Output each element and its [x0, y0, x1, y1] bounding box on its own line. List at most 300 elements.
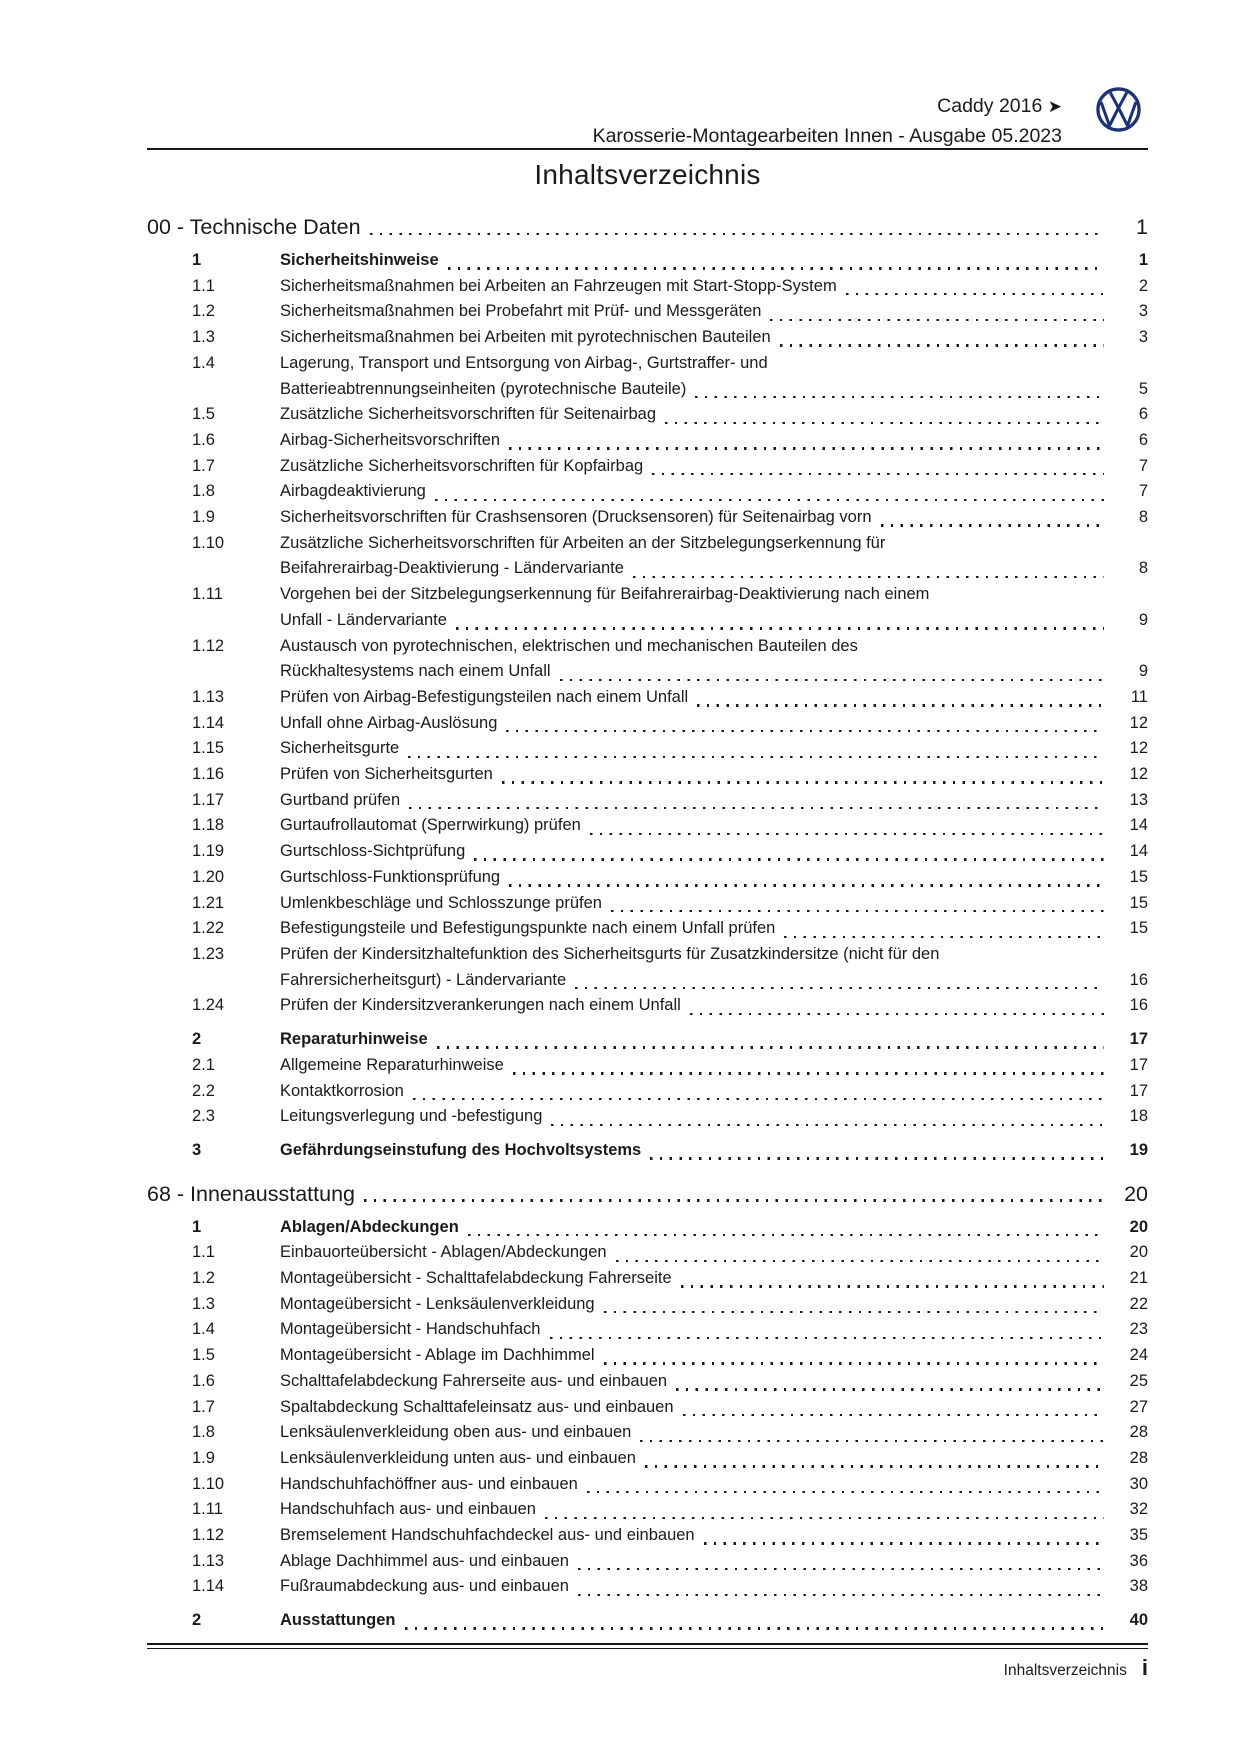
dot-leader: [616, 1260, 1104, 1262]
entry-body: [280, 1027, 1148, 1053]
toc-entry: [147, 505, 1148, 531]
entry-body: [280, 1053, 1148, 1079]
entry-label-line2: [280, 556, 1148, 582]
dot-leader: [611, 910, 1104, 912]
entry-number: 2.1: [192, 1055, 215, 1074]
entry-body: [280, 351, 1148, 402]
entry-label: Einbauorteübersicht - Ablagen/Abdeckungen: [280, 1243, 607, 1262]
entry-number: 1.12: [192, 636, 225, 655]
entry-page-number: 28: [1129, 1448, 1148, 1467]
entry-page-number: 30: [1129, 1474, 1148, 1493]
entry-number: 1.12: [192, 1526, 225, 1545]
dot-leader: [690, 1013, 1104, 1015]
entry-page-number: 32: [1129, 1500, 1148, 1519]
entry-page-number: 14: [1129, 842, 1148, 861]
entry-line: [280, 1266, 1148, 1292]
entry-number: 1.1: [192, 276, 215, 295]
entry-page-number: 3: [1138, 328, 1148, 347]
entry-page-number: 17: [1129, 1055, 1148, 1074]
entry-line: [280, 505, 1148, 531]
entry-body: [280, 1420, 1148, 1446]
entry-body: [280, 1608, 1148, 1634]
toc-entry: [147, 1369, 1148, 1395]
entry-number: 1.5: [192, 1346, 215, 1365]
entry-label: Prüfen von Airbag-Befestigungsteilen nach einem Unfall: [280, 687, 689, 706]
entry-line: [280, 1549, 1148, 1575]
entry-line: [280, 891, 1148, 917]
dot-leader: [650, 1157, 1104, 1159]
toc-entry: [147, 1104, 1148, 1130]
dot-leader: [408, 756, 1104, 758]
entry-page-number: 28: [1129, 1423, 1148, 1442]
toc-entry: [147, 531, 1148, 582]
entry-number: 1.7: [192, 1397, 215, 1416]
dot-leader: [456, 627, 1104, 629]
entry-label: Sicherheitsmaßnahmen bei Probefahrt mit Prüf- und Messgeräten: [280, 302, 762, 321]
chapter-title-row: [147, 1181, 1148, 1207]
dot-leader: [435, 499, 1104, 501]
entry-number: 2.3: [192, 1107, 215, 1126]
entry-page-number: 7: [1138, 456, 1148, 475]
header-subtitle: Karosserie-Montagearbeiten Innen - Ausgabe 05.2023: [592, 125, 1062, 147]
entry-number: 1: [192, 1217, 202, 1236]
entry-body: [280, 454, 1148, 480]
entry-label: Schalttafelabdeckung Fahrerseite aus- und einbauen: [280, 1371, 668, 1390]
page-footer: [147, 1655, 1148, 1681]
toc-entry: [147, 1266, 1148, 1292]
dot-leader: [652, 473, 1104, 475]
chapter-page-number: 1: [1136, 215, 1148, 239]
entry-number: 1.13: [192, 1551, 225, 1570]
chapter-title: 00 - Technische Daten: [147, 215, 361, 239]
toc-entry: [147, 1138, 1148, 1164]
entry-line: [280, 1104, 1148, 1130]
entry-page-number: 12: [1129, 713, 1148, 732]
chapter-page-number: 20: [1124, 1181, 1148, 1206]
entry-number: 1.4: [192, 1320, 215, 1339]
entry-number: 1.4: [192, 353, 215, 372]
entry-body: [280, 325, 1148, 351]
entry-page-number: 18: [1129, 1107, 1148, 1126]
entry-page-number: 16: [1129, 970, 1148, 989]
entry-page-number: 16: [1129, 996, 1148, 1015]
dot-leader: [784, 936, 1104, 938]
toc-entry: [147, 711, 1148, 737]
entry-number: 1.17: [192, 790, 225, 809]
entry-body: [280, 1343, 1148, 1369]
dot-leader: [509, 447, 1104, 449]
entry-line: [280, 788, 1148, 814]
toc-entry: [147, 634, 1148, 685]
entry-line: [280, 839, 1148, 865]
entry-label: Airbagdeaktivierung: [280, 482, 426, 501]
entry-number: 1.8: [192, 482, 215, 501]
entry-body: [280, 1240, 1148, 1266]
entry-page-number: 3: [1138, 302, 1148, 321]
entry-label: Gurtschloss-Sichtprüfung: [280, 842, 466, 861]
entry-page-number: 12: [1129, 765, 1148, 784]
toc-entry: [147, 1420, 1148, 1446]
toc-entry: [147, 891, 1148, 917]
entry-label-line2: [280, 659, 1148, 685]
entry-line: [280, 325, 1148, 351]
header-rule: [147, 148, 1148, 150]
chapter-title-row: [147, 214, 1148, 240]
entry-body: [280, 505, 1148, 531]
entry-line: [280, 813, 1148, 839]
footer-rule: [147, 1643, 1148, 1649]
dot-leader: [846, 293, 1104, 295]
entry-page-number: 8: [1138, 559, 1148, 578]
dot-leader: [502, 781, 1104, 783]
entry-label: Unfall ohne Airbag-Auslösung: [280, 713, 498, 732]
dot-leader: [509, 884, 1104, 886]
entry-label-continued: Unfall - Ländervariante: [280, 610, 447, 629]
dot-leader: [604, 1362, 1104, 1364]
dot-leader: [409, 807, 1104, 809]
entry-label: Allgemeine Reparaturhinweise: [280, 1055, 504, 1074]
dot-leader: [578, 1568, 1104, 1570]
entry-label-continued: Rückhaltesystems nach einem Unfall: [280, 662, 551, 681]
entry-label: Kontaktkorrosion: [280, 1081, 404, 1100]
entry-body: [280, 1574, 1148, 1600]
toc-entry: [147, 762, 1148, 788]
entry-page-number: 17: [1129, 1081, 1148, 1100]
entry-label: Sicherheitshinweise: [280, 251, 439, 269]
entry-page-number: 7: [1138, 482, 1148, 501]
footer-section-label: Inhaltsverzeichnis: [1003, 1662, 1127, 1679]
entry-number: 1.1: [192, 1243, 215, 1262]
entry-number: 1.23: [192, 944, 225, 963]
dot-leader: [575, 987, 1104, 989]
entry-label-line2: [280, 377, 1148, 403]
entry-body: [280, 1497, 1148, 1523]
toc-entry: [147, 1053, 1148, 1079]
toc-entry: [147, 1027, 1148, 1053]
entry-label-continued: Beifahrerairbag-Deaktivierung - Ländervariante: [280, 559, 624, 578]
toc-entry: [147, 839, 1148, 865]
entry-page-number: 35: [1129, 1526, 1148, 1545]
entry-body: [280, 1138, 1148, 1164]
entry-page-number: 24: [1129, 1346, 1148, 1365]
entry-label-line1: [280, 942, 1148, 968]
dot-leader: [405, 1627, 1105, 1629]
entry-body: [280, 788, 1148, 814]
dot-leader: [448, 267, 1104, 269]
entry-body: [280, 942, 1148, 993]
entry-line: [280, 299, 1148, 325]
entry-label: Ablage Dachhimmel aus- und einbauen: [280, 1551, 569, 1570]
entry-line: [280, 1079, 1148, 1105]
entry-page-number: 21: [1129, 1269, 1148, 1288]
dot-leader: [645, 1465, 1104, 1467]
entry-page-number: 5: [1138, 379, 1148, 398]
dot-leader: [697, 704, 1104, 706]
dot-leader: [551, 1124, 1104, 1126]
entry-body: [280, 402, 1148, 428]
entry-label-continued: Batterieabtrennungseinheiten (pyrotechnische Bauteile): [280, 379, 687, 398]
entry-number: 1.5: [192, 405, 215, 424]
entry-label: Sicherheitsvorschriften für Crashsensoren (Drucksensoren) für Seitenairbag vorn: [280, 508, 872, 527]
toc-entry: [147, 1215, 1148, 1241]
entry-label: Vorgehen bei der Sitzbelegungserkennung für Beifahrerairbag-Deaktivierung nach einem: [280, 585, 930, 604]
dot-leader: [506, 730, 1104, 732]
entry-label-line1: [280, 351, 1148, 377]
entry-number: 1.22: [192, 919, 225, 938]
entry-page-number: 14: [1129, 816, 1148, 835]
dot-leader: [590, 833, 1104, 835]
entry-label: Zusätzliche Sicherheitsvorschriften für Arbeiten an der Sitzbelegungserkennung für: [280, 533, 886, 552]
entry-line: [280, 1446, 1148, 1472]
dot-leader: [676, 1388, 1104, 1390]
header-model-line: [593, 92, 1062, 122]
entry-line: [280, 916, 1148, 942]
dot-leader: [513, 1072, 1104, 1074]
entry-page-number: 8: [1138, 508, 1148, 527]
toc-entry: [147, 582, 1148, 633]
entry-body: [280, 428, 1148, 454]
toc-entry: [147, 325, 1148, 351]
entry-number: 1.2: [192, 302, 215, 321]
entry-label: Montageübersicht - Ablage im Dachhimmel: [280, 1346, 595, 1365]
entry-body: [280, 1549, 1148, 1575]
entry-page-number: 15: [1129, 867, 1148, 886]
vw-logo-icon: [1095, 86, 1142, 133]
entry-label: Montageübersicht - Lenksäulenverkleidung: [280, 1294, 595, 1313]
dot-leader: [550, 1337, 1105, 1339]
entry-line: [280, 1138, 1148, 1164]
entry-line: [280, 685, 1148, 711]
entry-page-number: 25: [1129, 1371, 1148, 1390]
toc-entry: [147, 942, 1148, 993]
entry-body: [280, 736, 1148, 762]
entry-label: Lagerung, Transport und Entsorgung von Airbag-, Gurtstraffer- und: [280, 353, 768, 372]
entry-label-line1: [280, 634, 1148, 660]
entry-label: Sicherheitsmaßnahmen bei Arbeiten an Fahrzeugen mit Start-Stopp-System: [280, 276, 837, 295]
entry-line: [280, 1395, 1148, 1421]
entry-number: 2: [192, 1611, 202, 1630]
entry-label-line2: [280, 608, 1148, 634]
entry-page-number: 36: [1129, 1551, 1148, 1570]
entry-number: 1.14: [192, 713, 225, 732]
dot-leader: [704, 1542, 1104, 1544]
entry-page-number: 23: [1129, 1320, 1148, 1339]
dot-leader: [474, 858, 1104, 860]
entry-label: Montageübersicht - Handschuhfach: [280, 1320, 541, 1339]
toc-entry: [147, 993, 1148, 1019]
dot-leader: [665, 422, 1104, 424]
entry-page-number: 19: [1129, 1140, 1148, 1159]
entry-page-number: 20: [1129, 1217, 1148, 1236]
toc-entry: [147, 1574, 1148, 1600]
entry-body: [280, 1104, 1148, 1130]
chapter-title: 68 - Innenausstattung: [147, 1181, 355, 1206]
entry-number: 1.9: [192, 1448, 215, 1467]
entry-page-number: 11: [1130, 687, 1148, 706]
entry-page-number: 9: [1138, 662, 1148, 681]
entry-label-line1: [280, 531, 1148, 557]
entry-body: [280, 1215, 1148, 1241]
entry-line: [280, 993, 1148, 1019]
entry-number: 1.20: [192, 867, 225, 886]
entry-number: 1.19: [192, 842, 225, 861]
toc-entry: [147, 1292, 1148, 1318]
toc-entry: [147, 1079, 1148, 1105]
entry-label: Austausch von pyrotechnischen, elektrischen und mechanischen Bauteilen des: [280, 636, 858, 655]
entry-label: Gurtschloss-Funktionsprüfung: [280, 867, 501, 886]
toc-entry: [147, 299, 1148, 325]
dot-leader: [780, 344, 1104, 346]
entry-body: [280, 813, 1148, 839]
entry-line: [280, 274, 1148, 300]
dot-leader: [640, 1440, 1104, 1442]
entry-body: [280, 1446, 1148, 1472]
entry-number: 1.6: [192, 1371, 215, 1390]
entry-number: 1.24: [192, 996, 225, 1015]
entry-body: [280, 582, 1148, 633]
toc-entry: [147, 402, 1148, 428]
toc-entry: [147, 736, 1148, 762]
dot-leader: [695, 396, 1104, 398]
dot-leader: [545, 1517, 1104, 1519]
entry-page-number: 2: [1138, 276, 1148, 295]
entry-body: [280, 479, 1148, 505]
entry-page-number: 15: [1129, 893, 1148, 912]
entry-label-line1: [280, 582, 1148, 608]
entry-number: 1.18: [192, 816, 225, 835]
entry-line: [280, 1317, 1148, 1343]
entry-label: Prüfen von Sicherheitsgurten: [280, 765, 493, 784]
entry-label: Lenksäulenverkleidung unten aus- und einbauen: [280, 1448, 636, 1467]
entry-number: 1.15: [192, 739, 225, 758]
entry-line: [280, 1608, 1148, 1634]
toc-entry: [147, 916, 1148, 942]
entry-label: Gurtband prüfen: [280, 790, 401, 809]
toc-entry: [147, 248, 1148, 274]
entry-label: Sicherheitsmaßnahmen bei Arbeiten mit pyrotechnischen Bauteilen: [280, 328, 771, 347]
entry-line: [280, 248, 1148, 274]
entry-number: 2: [192, 1030, 202, 1049]
entry-number: 1.14: [192, 1577, 225, 1596]
dot-leader: [604, 1311, 1104, 1313]
entry-line: [280, 1523, 1148, 1549]
dot-leader: [681, 1285, 1104, 1287]
toc-entry: [147, 1240, 1148, 1266]
toc-entry: [147, 351, 1148, 402]
entry-page-number: 6: [1138, 430, 1148, 449]
entry-body: [280, 1472, 1148, 1498]
entry-body: [280, 711, 1148, 737]
entry-line: [280, 1215, 1148, 1241]
entry-page-number: 1: [1138, 251, 1148, 269]
entry-line: [280, 711, 1148, 737]
entry-body: [280, 1266, 1148, 1292]
toc-entry: [147, 1446, 1148, 1472]
toc-entry: [147, 1497, 1148, 1523]
entry-body: [280, 1079, 1148, 1105]
entry-page-number: 9: [1138, 610, 1148, 629]
dot-leader: [468, 1234, 1104, 1236]
entry-label: Ablagen/Abdeckungen: [280, 1217, 459, 1236]
entry-number: 1.21: [192, 893, 225, 912]
toc-entry: [147, 1549, 1148, 1575]
toc-entry: [147, 813, 1148, 839]
entry-label: Zusätzliche Sicherheitsvorschriften für Seitenairbag: [280, 405, 657, 424]
entry-number: 1: [192, 251, 202, 269]
entry-page-number: 40: [1129, 1611, 1148, 1630]
toc-entry: [147, 274, 1148, 300]
entry-label: Handschuhfach aus- und einbauen: [280, 1500, 536, 1519]
entry-label: Gurtaufrollautomat (Sperrwirkung) prüfen: [280, 816, 581, 835]
toc-entry: [147, 1472, 1148, 1498]
entry-label-line2: [280, 968, 1148, 994]
entry-label: Spaltabdeckung Schalttafeleinsatz aus- und einbauen: [280, 1397, 674, 1416]
entry-page-number: 27: [1129, 1397, 1148, 1416]
entry-line: [280, 1240, 1148, 1266]
entry-number: 3: [192, 1140, 202, 1159]
entry-label: Prüfen der Kindersitzverankerungen nach einem Unfall: [280, 996, 681, 1015]
entry-line: [280, 454, 1148, 480]
entry-number: 1.8: [192, 1423, 215, 1442]
entry-number: 1.3: [192, 328, 215, 347]
entry-number: 1.3: [192, 1294, 215, 1313]
entry-number: 1.11: [192, 1500, 223, 1519]
entry-number: 1.9: [192, 508, 215, 527]
toc-entry: [147, 1395, 1148, 1421]
toc-entry: [147, 865, 1148, 891]
entry-line: [280, 1497, 1148, 1523]
entry-number: 1.16: [192, 765, 225, 784]
entry-label: Zusätzliche Sicherheitsvorschriften für Kopfairbag: [280, 456, 644, 475]
entry-label: Montageübersicht - Schalttafelabdeckung Fahrerseite: [280, 1269, 672, 1288]
dot-leader: [587, 1491, 1104, 1493]
entry-body: [280, 274, 1148, 300]
entry-page-number: 6: [1138, 405, 1148, 424]
entry-line: [280, 402, 1148, 428]
entry-label: Befestigungsteile und Befestigungspunkte nach einem Unfall prüfen: [280, 919, 776, 938]
entry-number: 1.2: [192, 1269, 215, 1288]
entry-line: [280, 736, 1148, 762]
entry-line: [280, 428, 1148, 454]
entry-body: [280, 916, 1148, 942]
entry-page-number: 20: [1129, 1243, 1148, 1262]
toc-entry: [147, 1523, 1148, 1549]
dot-leader: [881, 524, 1104, 526]
dot-leader: [683, 1414, 1104, 1416]
entry-body: [280, 762, 1148, 788]
dot-leader: [437, 1046, 1104, 1048]
entry-body: [280, 634, 1148, 685]
entry-body: [280, 685, 1148, 711]
entry-number: 1.10: [192, 1474, 225, 1493]
entry-body: [280, 299, 1148, 325]
dot-leader: [370, 233, 1104, 235]
entry-label-continued: Fahrersicherheitsgurt) - Ländervariante: [280, 970, 567, 989]
entry-body: [280, 891, 1148, 917]
entry-body: [280, 1292, 1148, 1318]
toc-entry: [147, 1343, 1148, 1369]
toc-entry: [147, 454, 1148, 480]
entry-label: Lenksäulenverkleidung oben aus- und einbauen: [280, 1423, 632, 1442]
entry-label: Fußraumabdeckung aus- und einbauen: [280, 1577, 569, 1596]
entry-body: [280, 865, 1148, 891]
model-range-arrow-icon: ➤: [1047, 97, 1062, 117]
entry-page-number: 22: [1129, 1294, 1148, 1313]
entry-label: Bremselement Handschuhfachdeckel aus- und einbauen: [280, 1526, 695, 1545]
entry-page-number: 17: [1129, 1030, 1148, 1049]
entry-label: Ausstattungen: [280, 1611, 396, 1630]
entry-label: Airbag-Sicherheitsvorschriften: [280, 430, 501, 449]
